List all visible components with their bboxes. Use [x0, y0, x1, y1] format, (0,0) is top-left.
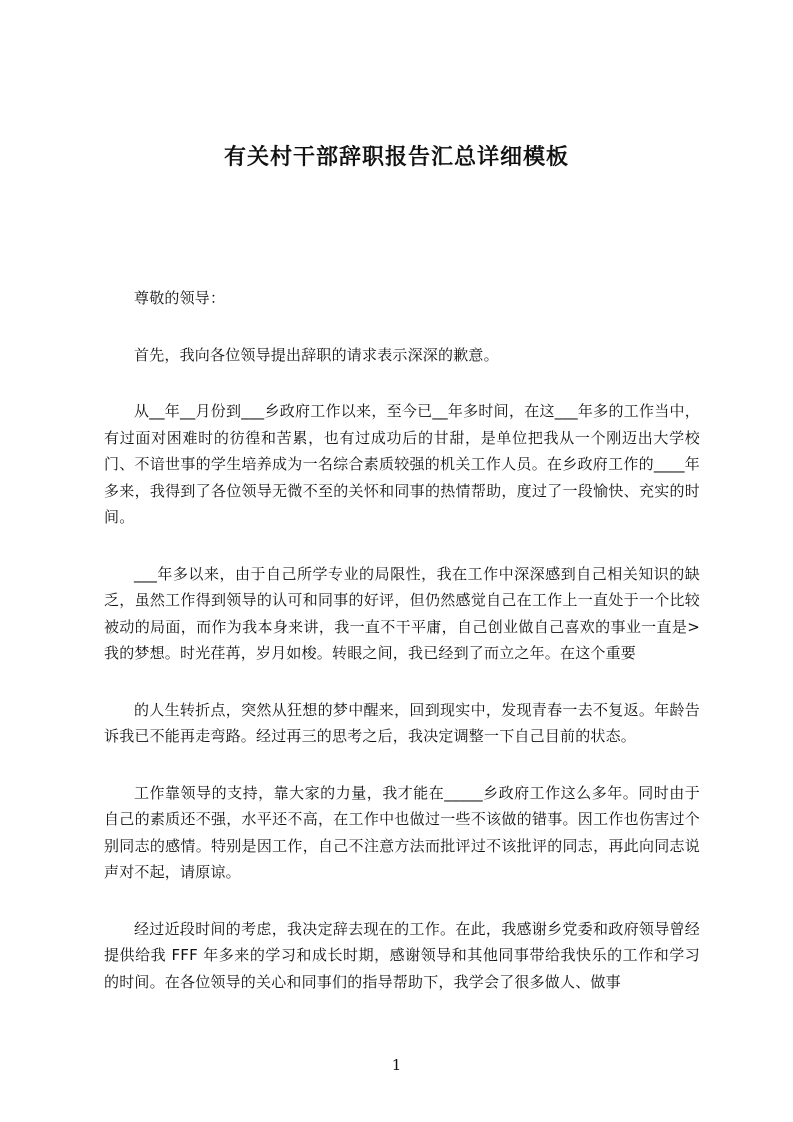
paragraph-turning-point: 的人生转折点，突然从狂想的梦中醒来，回到现实中，发现青春一去不复返。年龄告诉我已不能再走弯路。经过再三的思考之后，我决定调整一下自己目前的状态。 — [104, 700, 700, 745]
paragraph-work-history: 从__年__月份到___乡政府工作以来，至今已__年多时间，在这___年多的工作当中，有过面对困难时的彷徨和苦累，也有过成功后的甘甜，是单位把我从一个刚迈出大学校门、不谙世事的学生培养成为一名综合素质较强的机关工作人员。在乡政府工作的____年多来，我得到了各位领导无微不至的关怀和同事的热情帮助，度过了一段愉快、充实的时间。 — [104, 402, 700, 526]
document-body — [104, 285, 700, 1025]
salutation: 尊敬的领导： — [134, 289, 226, 307]
paragraph-apology-colleagues: 工作靠领导的支持，靠大家的力量，我才能在_____乡政府工作这么多年。同时由于自己的素质还不强，水平还不高，在工作中也做过一些不该做的错事。因工作也伤害过个别同志的感情。特别是因工作，自己不注意方法而批评过不该批评的同志，再此向同志说声对不起，请原谅。 — [104, 783, 700, 881]
paragraph-reflection: ___年多以来，由于自己所学专业的局限性，我在工作中深深感到自己相关知识的缺乏，虽然工作得到领导的认可和同事的好评，但仍然感觉自己在工作上一直处于一个比较被动的局面，而作为我本身来讲，我一直不干平庸，自己创业做自己喜欢的事业一直是>我的梦想。时光荏苒，岁月如梭。转眼之间，我已经到了而立之年。在这个重要 — [104, 564, 700, 662]
document-title: 有关村干部辞职报告汇总详细模板 — [223, 145, 569, 170]
paragraph-apology: 首先，我向各位领导提出辞职的请求表示深深的歉意。 — [134, 345, 499, 364]
paragraph-decision: 经过近段时间的考虑，我决定辞去现在的工作。在此，我感谢乡党委和政府领导曾经提供给我 FFF 年多来的学习和成长时期，感谢领导和其他同事带给我快乐的工作和学习的时间。在各位领导的关心和同事们的指导帮助下，我学会了很多做人、做事 — [104, 919, 700, 991]
page-number: 1 — [391, 1056, 402, 1074]
